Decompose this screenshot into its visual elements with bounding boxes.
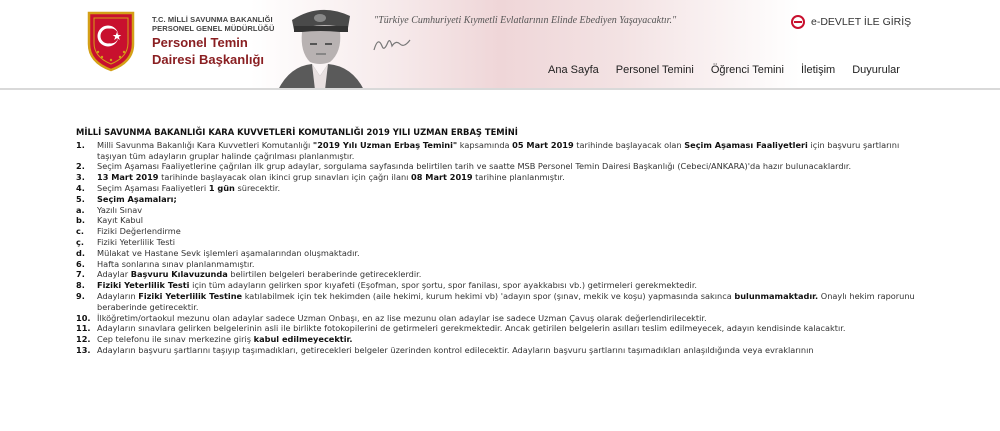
announcement-item (76, 194, 918, 205)
announcement-content (76, 127, 918, 356)
item-number: 1. (76, 139, 85, 150)
item-text-part: Adayların başvuru şartlarını taşıyıp taşımadıkları, getirecekleri belgeler üzerinden kontrol edilecektir. Adayların başvuru şartlarını taşımadıkları anlaşıldığında veya evraklarının (97, 344, 814, 355)
item-number: 5. (76, 193, 85, 204)
item-text-bold: Seçim Aşamaları; (97, 193, 177, 204)
item-number: 10. (76, 312, 91, 323)
item-text-part: Mülakat ve Hastane Sevk işlemleri aşamalarından oluşmaktadır. (97, 247, 360, 258)
item-text (97, 280, 918, 291)
item-text (97, 205, 918, 216)
announcement-item (76, 205, 918, 216)
item-text-part: Fiziki Yeterlilik Testi (97, 236, 175, 247)
item-text (97, 237, 918, 248)
ataturk-portrait-icon (270, 0, 370, 90)
announcement-item (76, 161, 918, 172)
item-number: d. (76, 247, 85, 258)
item-number: 12. (76, 334, 91, 345)
signature-icon (372, 34, 412, 54)
announcement-item (76, 248, 918, 259)
dept-line-2: Dairesi Başkanlığı (152, 52, 264, 67)
item-text (97, 161, 918, 172)
main-navigation (548, 64, 900, 76)
announcement-list (76, 140, 918, 356)
item-text-part: tarihinde başlayacak olan ikinci grup sınavları için çağrı ilanı (158, 172, 412, 183)
item-number: 3. (76, 172, 85, 183)
item-text-bold: 08 Mart 2019 (411, 172, 473, 183)
announcement-item (76, 183, 918, 194)
item-text-part: Fiziki Değerlendirme (97, 226, 181, 237)
item-text-part: Adayların (97, 290, 139, 301)
announcement-item (76, 215, 918, 226)
item-text-part: Onaylı hekim raporunu beraberinde getirecektir. (97, 290, 915, 312)
item-text-part: tarihine planlanmıştır. (472, 172, 565, 183)
item-text-bold: 1 gün (208, 182, 235, 193)
item-text-part: Kayıt Kabul (97, 215, 144, 226)
header-quote: "Türkiye Cumhuriyeti Kıymetli Evlatlarının Elinde Ebediyen Yaşayacaktır." (374, 15, 677, 26)
item-text (97, 259, 918, 270)
item-number: 8. (76, 280, 85, 291)
item-text (97, 183, 918, 194)
announcement-item (76, 334, 918, 345)
announcement-item (76, 323, 918, 334)
item-text-part: katılabilmek için tek hekimden (aile hekimi, kurum hekimi vb) 'adayın spor (şınav, mekik ve koşu) yapmasında sakınca (242, 290, 735, 301)
announcement-item (76, 226, 918, 237)
item-text (97, 248, 918, 259)
item-text-part: İlköğretim/ortaokul mezunu olan adaylar sadece Uzman Onbaşı, en az lise mezunu olan adaylar ise sadece Uzman Çavuş olarak değerlendirilecektir. (97, 312, 707, 323)
item-number: c. (76, 226, 84, 237)
item-text-part: Yazılı Sınav (97, 204, 143, 215)
org-line-directorate: PERSONEL GENEL MÜDÜRLÜĞÜ (152, 24, 275, 33)
item-text (97, 345, 918, 356)
item-text-part: kapsamında (457, 139, 513, 150)
item-text (97, 226, 918, 237)
item-number: 2. (76, 161, 85, 172)
announcement-item (76, 345, 918, 356)
organization-name (152, 15, 275, 67)
item-text-bold: 13 Mart 2019 (97, 172, 159, 183)
item-text-part: için tüm adayların gelirken spor kıyafeti (Eşofman, spor şortu, spor fanilası, spor ayakkabısı vb.) getirmeleri gerekmektedir. (189, 280, 698, 291)
item-number: ç. (76, 236, 84, 247)
nav-ana-sayfa[interactable]: Ana Sayfa (548, 64, 599, 76)
item-text-bold: bulunmamaktadır. (734, 290, 819, 301)
item-text-part: belirtilen belgeleri beraberinde getireceklerdir. (227, 269, 422, 280)
item-text-bold: Başvuru Kılavuzunda (130, 269, 228, 280)
item-text (97, 313, 918, 324)
item-text-part: Milli Savunma Bakanlığı Kara Kuvvetleri Komutanlığı (97, 139, 313, 150)
announcement-item (76, 313, 918, 324)
item-text (97, 215, 918, 226)
announcement-item (76, 237, 918, 248)
announcement-item (76, 259, 918, 270)
item-text-bold: Fiziki Yeterlilik Testi (97, 280, 190, 291)
nav-duyurular[interactable]: Duyurular (852, 64, 900, 76)
item-number: 13. (76, 344, 91, 355)
item-text-bold: kabul edilmeyecektir. (253, 334, 353, 345)
org-line-ministry: T.C. MİLLİ SAVUNMA BAKANLIĞI (152, 15, 273, 24)
nav-iletisim[interactable]: İletişim (801, 64, 836, 76)
item-text (97, 269, 918, 280)
item-number: 11. (76, 323, 91, 334)
item-text-bold: "2019 Yılı Uzman Erbaş Temini" (312, 139, 458, 150)
item-text-part: sürecektir. (234, 182, 281, 193)
edevlet-login-label: e-DEVLET İLE GİRİŞ (811, 16, 912, 28)
edevlet-login-link[interactable] (790, 15, 911, 29)
item-text-part: Adayların sınavlara gelirken belgelerinin asli ile birlikte fotokopilerini de getirmeleri gerekmektedir. Ancak getirilen belgelerin asılları teslim edilmeyecek, adayın kendisinde kalacaktır. (97, 323, 846, 334)
item-text (97, 140, 918, 162)
site-header (0, 0, 1000, 90)
item-number: 6. (76, 258, 85, 269)
item-text (97, 172, 918, 183)
item-text-bold: Seçim Aşaması Faaliyetleri (684, 139, 808, 150)
msb-logo-icon[interactable] (86, 10, 136, 72)
item-text-part: Adaylar (97, 269, 131, 280)
item-text (97, 323, 918, 334)
item-text-bold: 05 Mart 2019 (512, 139, 574, 150)
item-text-part: Seçim Aşaması Faaliyetleri (97, 182, 209, 193)
item-text-part: için başvuru şartlarını taşıyan tüm adayların gruplar halinde çağrılması planlanmıştır. (97, 139, 900, 161)
item-number: 7. (76, 269, 85, 280)
item-number: 9. (76, 290, 85, 301)
announcement-item (76, 140, 918, 162)
item-text-part: Cep telefonu ile sınav merkezine giriş (97, 334, 254, 345)
announcement-item (76, 269, 918, 280)
item-text-part: Hafta sonlarına sınav planlanmamıştır. (97, 258, 255, 269)
nav-ogrenci-temini[interactable]: Öğrenci Temini (710, 64, 784, 76)
edevlet-logo-icon (790, 15, 806, 29)
dept-line-1: Personel Temin (152, 35, 248, 50)
announcement-item (76, 291, 918, 313)
item-number: a. (76, 204, 85, 215)
item-text-bold: Fiziki Yeterlilik Testine (138, 290, 243, 301)
item-text (97, 334, 918, 345)
item-text-part: tarihinde başlayacak olan (573, 139, 685, 150)
announcement-item (76, 172, 918, 183)
announcement-title: MİLLİ SAVUNMA BAKANLIĞI KARA KUVVETLERİ KOMUTANLIĞI 2019 YILI UZMAN ERBAŞ TEMİNİ (76, 127, 518, 137)
item-text-part: Seçim Aşaması Faaliyetlerine çağrılan ilk grup adaylar, sorgulama sayfasında belirtilen tarih ve saatte MSB Personel Temin Dairesi Başkanlığı (Cebeci/ANKARA)'da hazır bulunacaklardır. (97, 161, 852, 172)
item-text (97, 194, 918, 205)
nav-personel-temini[interactable]: Personel Temini (615, 64, 694, 76)
item-number: 4. (76, 182, 85, 193)
announcement-item (76, 280, 918, 291)
item-text (97, 291, 918, 313)
item-number: b. (76, 215, 85, 226)
